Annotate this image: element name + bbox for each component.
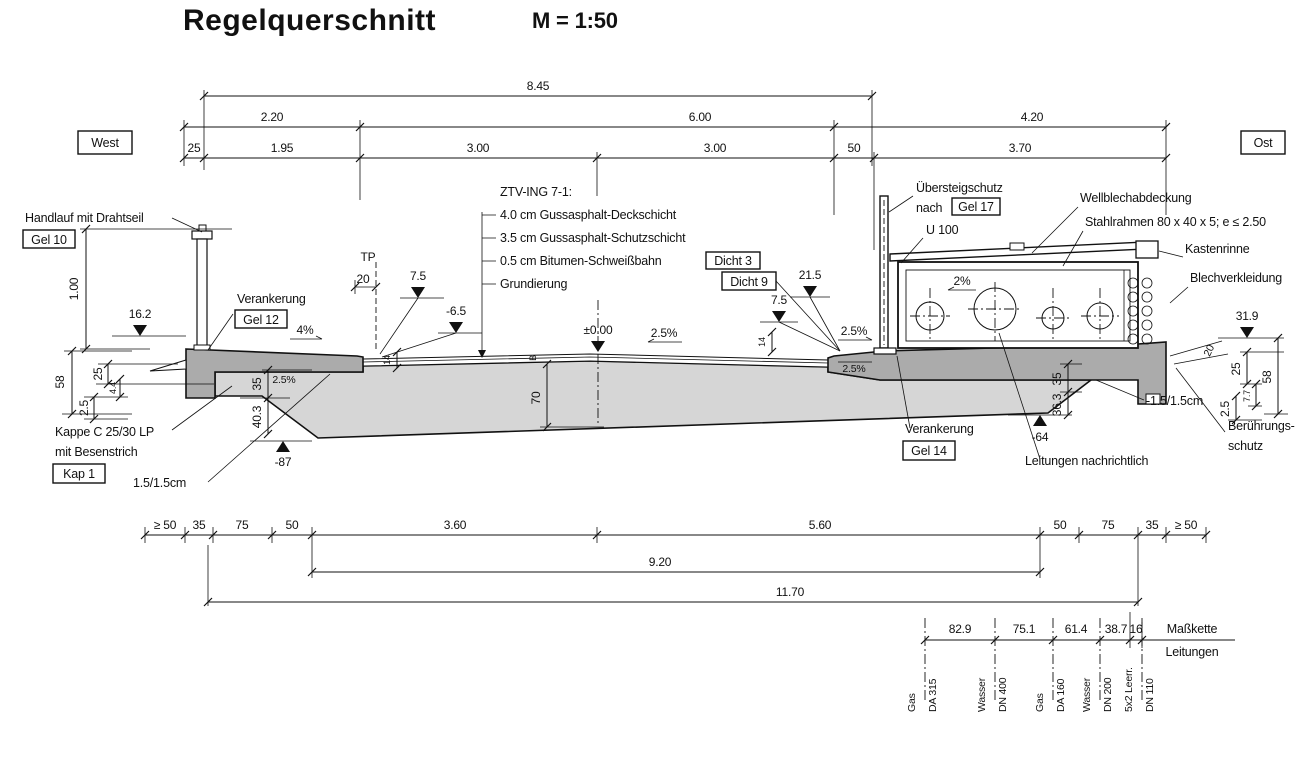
pipe-dim: 75.1 <box>1012 622 1036 636</box>
dim-7-7: 7.7 <box>1242 390 1252 402</box>
level-m64: -64 <box>1031 430 1049 444</box>
leitungen-label: Leitungen nachrichtlich <box>1025 454 1149 468</box>
level-m6-5: -6.5 <box>446 304 466 318</box>
stahlrahmen-label: Stahlrahmen 80 x 40 x 5; e ≤ 2.50 <box>1085 215 1266 229</box>
cable-trough <box>898 262 1152 348</box>
dim-label: ≥ 50 <box>1174 518 1198 532</box>
pavement-layers-callout <box>478 185 760 358</box>
pipe-dim: 61.4 <box>1064 622 1088 636</box>
uebersteig-leader <box>889 196 913 212</box>
beruehrung-label-2: schutz <box>1228 439 1263 453</box>
pipe-name: 5x2 Leerr. <box>1123 667 1135 712</box>
west-annotations <box>23 211 330 490</box>
level-31-9: 31.9 <box>1235 309 1259 323</box>
cover-plate <box>890 241 1158 261</box>
dim-width: 9.20 <box>648 555 672 569</box>
dim-label: 25 <box>187 141 201 155</box>
dim-14w: 14 <box>382 355 392 365</box>
dim-25e: 25 <box>1229 362 1243 376</box>
west-label: West <box>91 136 119 150</box>
dim-total-top: 8.45 <box>526 79 550 93</box>
slope-soffit-w: 2.5% <box>272 374 296 386</box>
dim-label: 3.70 <box>1008 141 1032 155</box>
pipe-size: DA 160 <box>1055 678 1067 712</box>
dim-35w: 35 <box>250 377 264 391</box>
bottom-dimension-chains <box>141 518 1210 606</box>
uebersteig-label-1: Übersteigschutz <box>916 181 1003 195</box>
slope-road-e: 2.5% <box>840 324 868 338</box>
masskette-title2: Leitungen <box>1165 645 1219 659</box>
drawing-scale: M = 1:50 <box>532 8 618 33</box>
dicht9-tag: Dicht 9 <box>730 275 768 289</box>
railing-base <box>194 345 210 350</box>
dim-35e: 35 <box>1050 372 1064 386</box>
layer-3: 0.5 cm Bitumen-Schweißbahn <box>500 254 662 268</box>
kastenrinne-label: Kastenrinne <box>1185 242 1250 256</box>
layer-1: 4.0 cm Gussasphalt-Deckschicht <box>500 208 677 222</box>
pipe-name: Gas <box>906 693 918 712</box>
dim-label: 4.20 <box>1020 110 1044 124</box>
post-base-plate <box>874 348 896 354</box>
blechverkleidung-label: Blechverkleidung <box>1190 271 1282 285</box>
dim-25w: 25 <box>91 367 105 381</box>
dim-70: 70 <box>529 391 543 405</box>
west-railing <box>192 225 212 350</box>
dim-label: 50 <box>1053 518 1067 532</box>
gel10-tag: Gel 10 <box>31 233 67 247</box>
dim-label: 3.60 <box>443 518 467 532</box>
pipe-size: DN 110 <box>1144 678 1156 712</box>
top-dimension-chains <box>180 79 1170 250</box>
dim-railing-height: 1.00 <box>67 277 81 301</box>
slope-cap-w: 4% <box>296 323 314 337</box>
level-7-5w: 7.5 <box>409 269 427 283</box>
dim-14e: 14 <box>757 337 767 347</box>
ztv-heading: ZTV-ING 7-1: <box>500 185 572 199</box>
dim-4-4: 4.4 <box>108 382 118 394</box>
dim-2-5w: 2.5 <box>77 399 91 417</box>
railing-cap <box>192 231 212 239</box>
dim-label: ≥ 50 <box>153 518 177 532</box>
tp-label: TP <box>360 250 376 264</box>
pipe-dim: 16 <box>1129 622 1143 636</box>
beruehrung-label-1: Berührungs- <box>1228 419 1295 433</box>
railing-post <box>197 239 207 347</box>
west-drip-spout <box>150 360 186 371</box>
dim-36-3: 36.3 <box>1050 393 1064 417</box>
pipe-dim: 38.7 <box>1104 622 1128 636</box>
dim-total-bottom: 11.70 <box>775 585 805 599</box>
dim-label: 1.95 <box>270 141 294 155</box>
dim-label: 2.20 <box>260 110 284 124</box>
gel12-tag: Gel 12 <box>243 313 279 327</box>
dim-B: B <box>528 355 538 361</box>
level-21-5: 21.5 <box>798 268 822 282</box>
title-block <box>183 4 618 37</box>
slope-road-w: 2.5% <box>650 326 678 340</box>
dim-label: 50 <box>285 518 299 532</box>
drawing-title: Regelquerschnitt <box>183 4 437 37</box>
dim-label: 50 <box>847 141 861 155</box>
dim-20w: 20 <box>356 272 370 286</box>
dim-label: 75 <box>1101 518 1115 532</box>
level-16-2: 16.2 <box>128 307 152 321</box>
kap1-tag: Kap 1 <box>63 467 95 481</box>
pipe-name: Wasser <box>976 678 988 712</box>
handlauf-leader <box>172 218 202 232</box>
pipe-size: DN 200 <box>1102 677 1114 712</box>
dim-label: 35 <box>192 518 206 532</box>
kappe-label-1: Kappe C 25/30 LP <box>55 425 154 439</box>
belag-e-leader <box>1096 380 1144 400</box>
masskette-title: Maßkette <box>1166 622 1218 636</box>
belag-e-label: -1.5/1.5cm <box>1146 394 1204 408</box>
slope-soffit-e: 2.5% <box>842 363 866 375</box>
pipe-size: DA 315 <box>927 678 939 712</box>
level-zero: ±0.00 <box>583 323 613 337</box>
gel17-tag: Gel 17 <box>958 200 994 214</box>
layer-4: Grundierung <box>500 277 568 291</box>
wellblech-label: Wellblechabdeckung <box>1080 191 1192 205</box>
level-m87: -87 <box>274 455 292 469</box>
dim-label: 6.00 <box>688 110 712 124</box>
kastenrinne-box <box>1136 241 1158 258</box>
pipe-dim: 82.9 <box>948 622 972 636</box>
ost-label: Ost <box>1253 136 1273 150</box>
cover-clip <box>1010 243 1024 250</box>
uebersteig-label-2: nach <box>916 201 943 215</box>
dim-label: 3.00 <box>466 141 490 155</box>
slope-trough: 2% <box>953 274 971 288</box>
dim-label: 3.00 <box>703 141 727 155</box>
pipe-name: Gas <box>1034 693 1046 712</box>
orientation-labels <box>78 131 1285 154</box>
handlauf-label: Handlauf mit Drahtseil <box>25 211 144 225</box>
level-7-5e: 7.5 <box>770 293 788 307</box>
dim-label: 5.60 <box>808 518 832 532</box>
pipe-size: DN 400 <box>997 677 1009 712</box>
dim-20e: 20 <box>1201 343 1218 359</box>
dim-label: 75 <box>235 518 249 532</box>
gel14-tag: Gel 14 <box>911 444 947 458</box>
dim-2-5e: 2.5 <box>1218 400 1232 418</box>
pipe-name: Wasser <box>1081 678 1093 712</box>
dim-label: 35 <box>1145 518 1159 532</box>
layer-2: 3.5 cm Gussasphalt-Schutzschicht <box>500 231 686 245</box>
dim-40-3: 40.3 <box>250 405 264 429</box>
verankerung-w-leader <box>208 314 233 350</box>
dicht3-tag: Dicht 3 <box>714 254 752 268</box>
pipe-callout-labels <box>906 667 1156 712</box>
verankerung-w-label: Verankerung <box>237 292 306 306</box>
kappe-label-2: mit Besenstrich <box>55 445 138 459</box>
kastenrinne-leader <box>1159 251 1183 257</box>
masskette-leitungen <box>906 612 1235 712</box>
dim-58w: 58 <box>53 375 67 389</box>
dim-58e: 58 <box>1260 370 1274 384</box>
belag-w-label: 1.5/1.5cm <box>133 476 187 490</box>
u100-label: U 100 <box>926 223 959 237</box>
uebersteigschutz-post <box>874 196 896 354</box>
blechverkleidung-leader <box>1170 287 1188 303</box>
verankerung-e-label: Verankerung <box>905 422 974 436</box>
